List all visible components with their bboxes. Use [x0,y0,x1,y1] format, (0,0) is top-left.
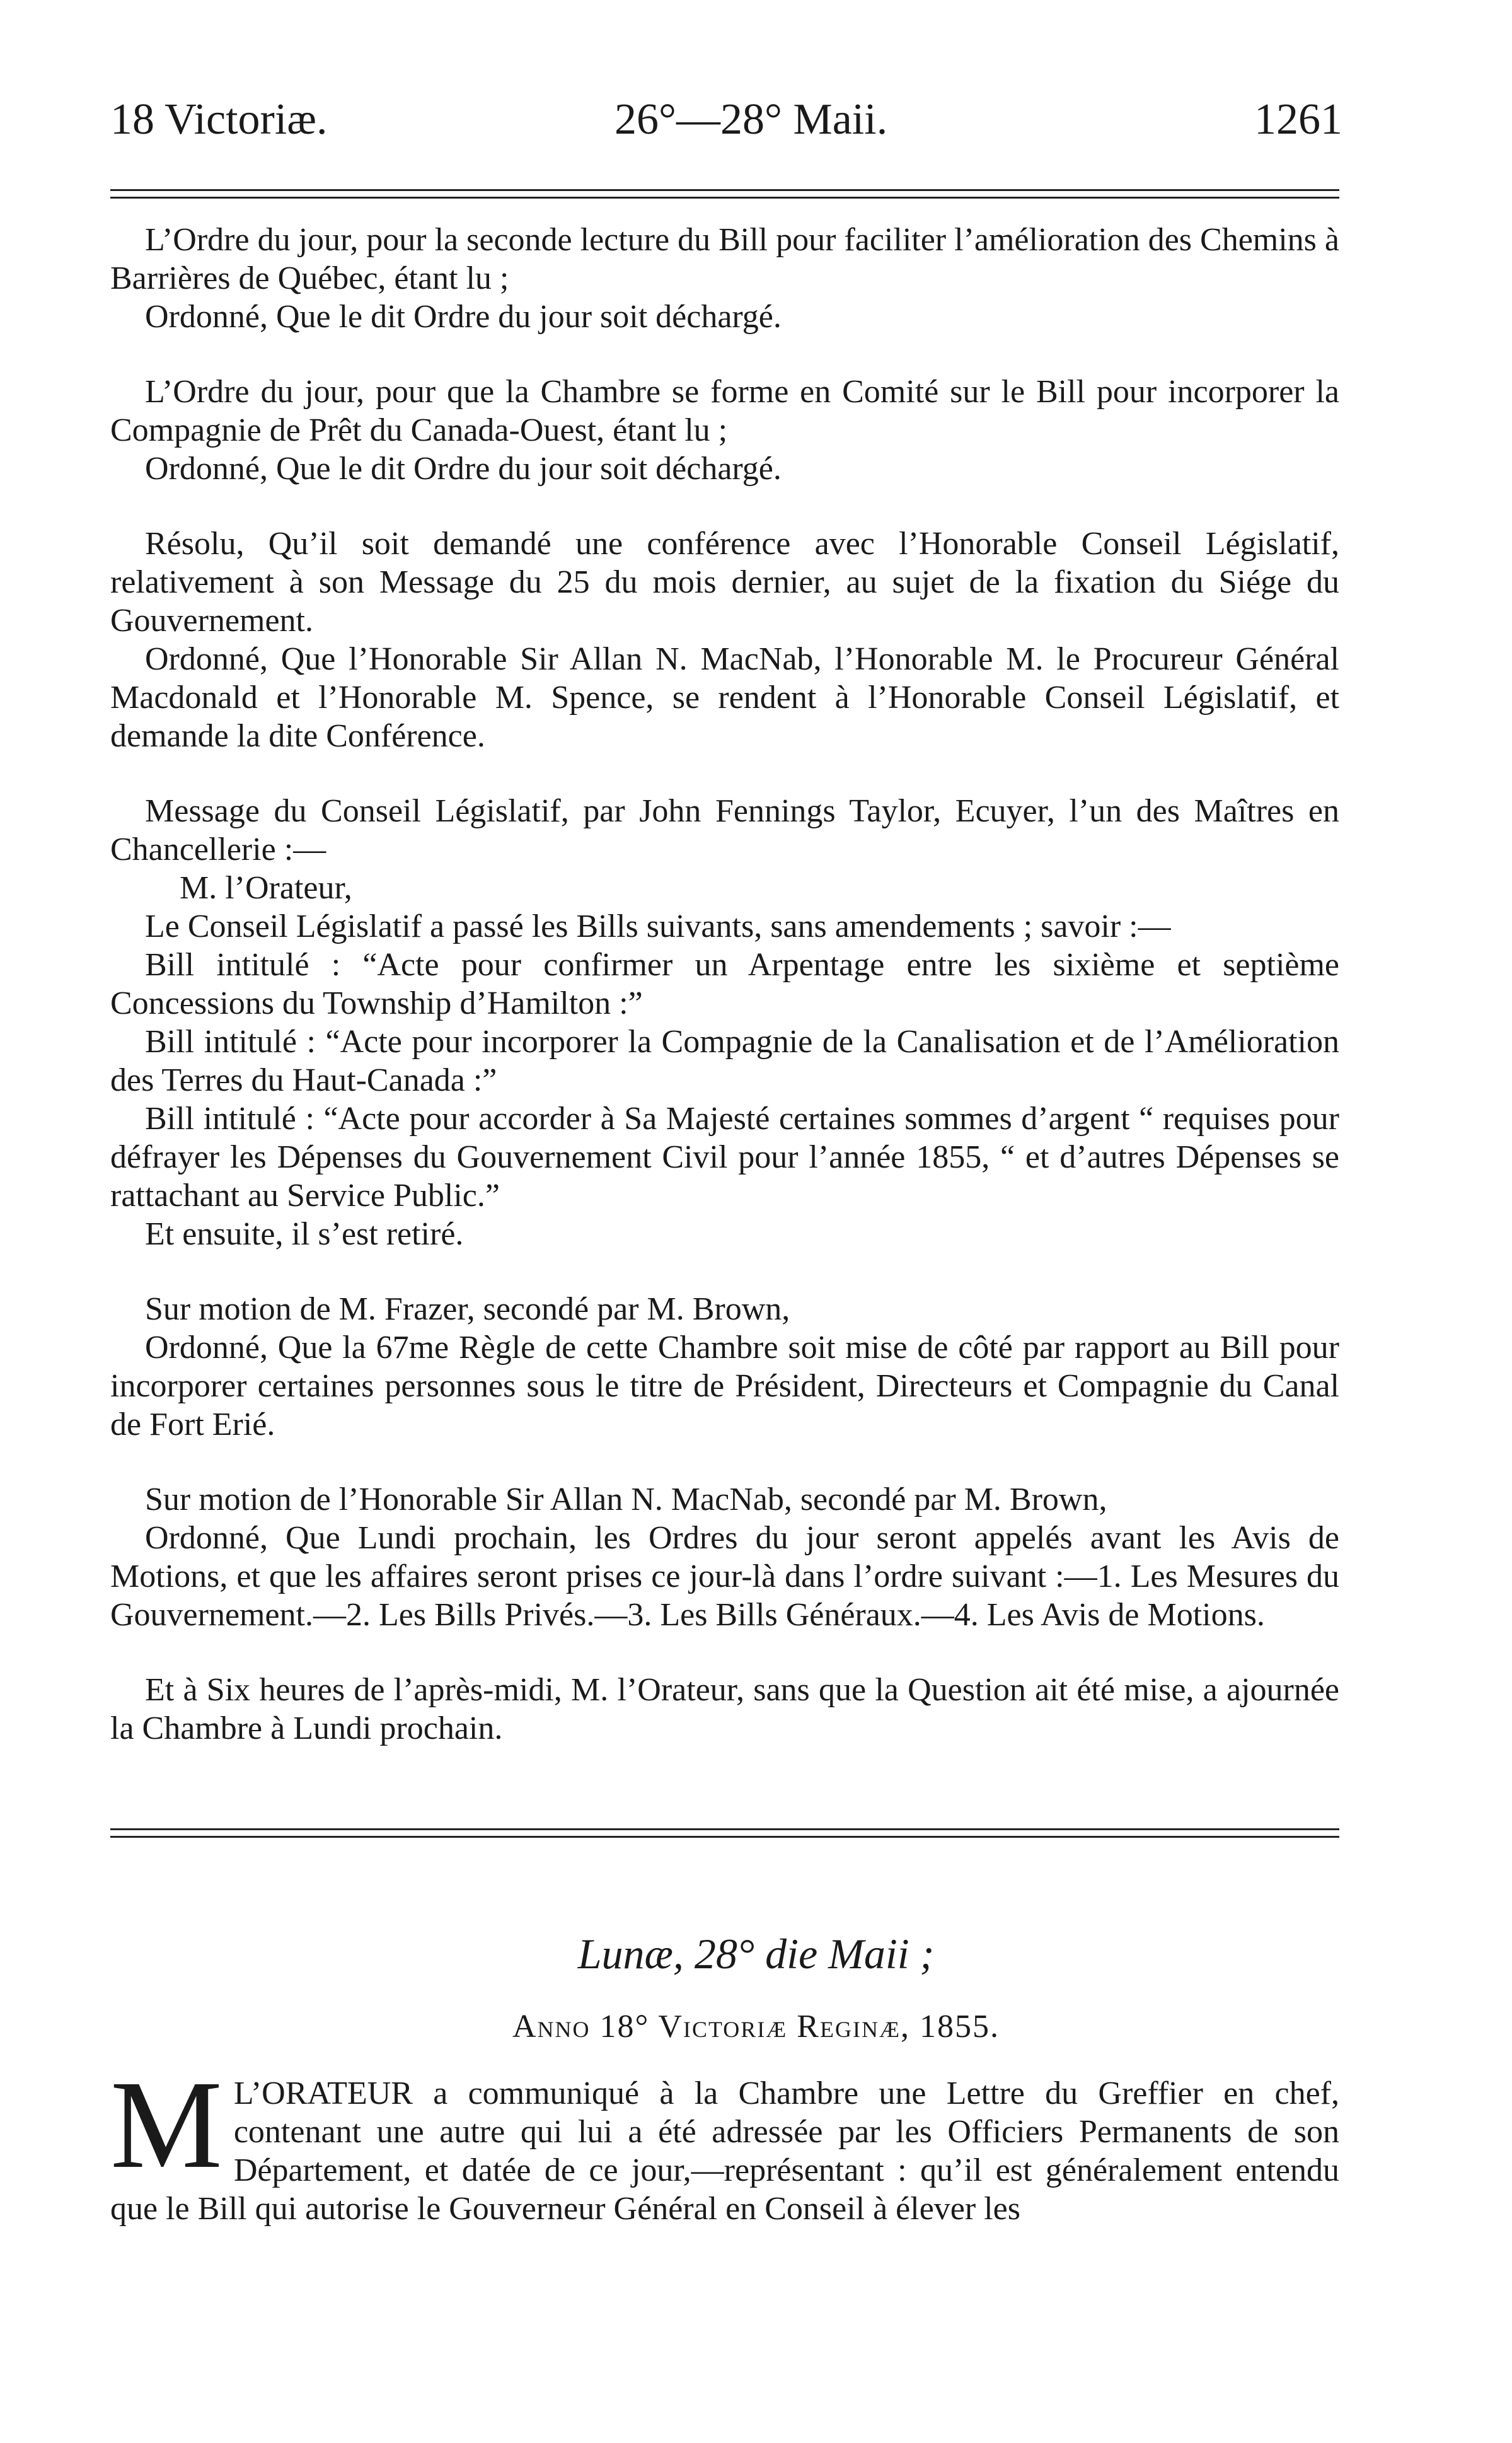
resolution-paragraph: Résolu, Qu’il soit demandé une conférence avec l’Honorable Conseil Législatif, relativement à son Message du 25 du mois dernier, au sujet de la fixation du Siége du Gouvernement. [110,526,1339,639]
new-sitting-text [110,2055,1339,2228]
bill-entry: Bill intitulé : “Acte pour incorporer la Compagnie de la Canalisation et de l’Amélioration des Terres du Haut-Canada :” [110,1024,1339,1098]
order-paragraph: Ordonné, Que la 67me Règle de cette Chambre soit mise de côté par rapport au Bill pour incorporer certaines personnes sous le titre de Président, Directeurs et Compagnie du Canal de Fort Erié. [110,1330,1339,1442]
bill-entry: Bill intitulé : “Acte pour confirmer un Arpentage entre les sixième et septième Concessions du Township d’Hamilton :” [110,947,1339,1021]
message-line: Le Conseil Législatif a passé les Bills suivants, sans amendements ; savoir :— [145,908,1171,944]
motion-paragraph: Sur motion de M. Frazer, secondé par M. Brown, [145,1291,790,1327]
section-rule-top [110,1828,1339,1830]
message-salutation: M. l’Orateur, [180,870,352,906]
message-paragraph: Message du Conseil Législatif, par John Fennings Taylor, Ecuyer, l’un des Maîtres en Chancellerie :— [110,793,1339,868]
order-paragraph: Ordonné, Que le dit Ordre du jour soit déchargé. [145,451,782,487]
paragraph: L’Ordre du jour, pour que la Chambre se forme en Comité sur le Bill pour incorporer la Compagnie de Prêt du Canada-Ouest, étant lu ; [110,374,1339,448]
running-head-center: 26°—28° Maii. [615,95,888,144]
drop-cap: M [110,2055,222,2195]
adjournment-paragraph: Et à Six heures de l’après-midi, M. l’Orateur, sans que la Question ait été mise, a ajournée la Chambre à Lundi prochain. [110,1672,1339,1746]
journal-body [110,221,1339,1748]
header-rule-top [110,189,1339,191]
sitting-date: Lunæ, 28° die Maii ; [577,1930,935,1978]
message-line: Et ensuite, il s’est retiré. [145,1216,464,1252]
header-rule-bottom [110,197,1339,199]
new-sitting-paragraph: L’ORATEUR a communiqué à la Chambre une Lettre du Greffier en chef, contenant une autre qui lui a été adressée par les Officiers Permanents de son Département, et datée de ce jour,—représentant : qu’il est généralement entendu que le Bill qui autorise le Gouverneur Général en Conseil à élever les [110,2075,1339,2227]
motion-paragraph: Sur motion de l’Honorable Sir Allan N. MacNab, secondé par M. Brown, [145,1482,1107,1517]
running-head-left: 18 Victoriæ. [110,95,328,144]
page-number: 1261 [1254,95,1342,144]
order-paragraph: Ordonné, Que l’Honorable Sir Allan N. MacNab, l’Honorable M. le Procureur Général Macdonald et l’Honorable M. Spence, se rendent à l’Honorable Conseil Législatif, et demande la dite Conférence. [110,641,1339,754]
bill-entry: Bill intitulé : “Acte pour accorder à Sa Majesté certaines sommes d’argent “ requises pour défrayer les Dépenses du Gouvernement Civil pour l’année 1855, “ et d’autres Dépenses se rattachant au Service Public.” [110,1101,1339,1214]
order-paragraph: Ordonné, Que Lundi prochain, les Ordres du jour seront appelés avant les Avis de Motions, et que les affaires seront prises ce jour-là dans l’ordre suivant :—1. Les Mesures du Gouvernement.—2. Les Bills Privés.—3. Les Bills Généraux.—4. Les Avis de Motions. [110,1520,1339,1633]
paragraph: L’Ordre du jour, pour la seconde lecture du Bill pour faciliter l’amélioration des Chemins à Barrières de Québec, étant lu ; [110,222,1339,296]
regnal-year: Anno 18° Victoriæ Reginæ, 1855. [512,2009,1000,2045]
order-paragraph: Ordonné, Que le dit Ordre du jour soit déchargé. [145,299,782,335]
section-rule-bottom [110,1836,1339,1838]
